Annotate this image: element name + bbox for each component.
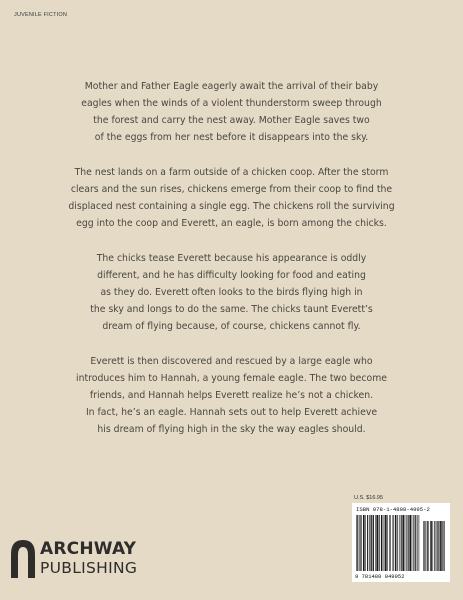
blurb-line: introduces him to Hannah, a young female eagle. The two become xyxy=(76,373,387,384)
isbn-barcode xyxy=(352,503,450,582)
blurb-line: friends, and Hannah helps Everett realize he’s not a chicken. xyxy=(89,390,374,401)
blurb-line: his dream of flying high in the sky the way eagles should. xyxy=(97,424,366,435)
blurb-line: displaced nest containing a single egg. The chickens roll the surviving xyxy=(68,201,395,212)
publisher-logo xyxy=(11,540,161,584)
blurb-line: Everett is then discovered and rescued by a large eagle who xyxy=(90,356,373,367)
blurb-paragraph xyxy=(40,250,423,335)
archway-logo-icon xyxy=(11,540,35,578)
blurb-line: eagles when the winds of a violent thunderstorm sweep through xyxy=(81,98,382,109)
blurb-line: In fact, he’s an eagle. Hannah sets out to help Everett achieve xyxy=(85,407,378,418)
price-label: U.S. $16.95 xyxy=(354,495,384,501)
barcode-bars xyxy=(356,515,446,573)
blurb-line: The nest lands on a farm outside of a chicken coop. After the storm xyxy=(74,167,389,178)
category-label: JUVENILE FICTION xyxy=(14,12,68,18)
blurb-paragraph xyxy=(40,353,423,438)
blurb xyxy=(40,78,423,456)
blurb-line: Mother and Father Eagle eagerly await the arrival of their baby xyxy=(84,81,379,92)
publisher-name: ARCHWAY xyxy=(40,539,137,559)
publisher-subname: PUBLISHING xyxy=(40,559,138,577)
blurb-line: The chicks tease Everett because his appearance is oddly xyxy=(96,253,367,264)
blurb-line: the sky and longs to do the same. The chicks taunt Everett’s xyxy=(90,304,373,315)
blurb-paragraph xyxy=(40,78,423,146)
blurb-paragraph xyxy=(40,164,423,232)
blurb-line: dream of flying because, of course, chickens cannot fly. xyxy=(102,321,361,332)
blurb-line: as they do. Everett often looks to the birds flying high in xyxy=(100,287,363,298)
blurb-line: different, and he has difficulty looking for food and eating xyxy=(97,270,366,281)
blurb-line: clears and the sun rises, chickens emerge from their coop to find the xyxy=(70,184,393,195)
isbn-label: ISBN 978-1-4808-4995-2 xyxy=(356,506,430,513)
barcode-number: 9 781480 849952 xyxy=(355,573,405,580)
blurb-line: of the eggs from her nest before it disappears into the sky. xyxy=(94,132,369,143)
blurb-line: the forest and carry the nest away. Mother Eagle saves two xyxy=(93,115,370,126)
blurb-line: egg into the coop and Everett, an eagle, is born among the chicks. xyxy=(76,218,387,229)
